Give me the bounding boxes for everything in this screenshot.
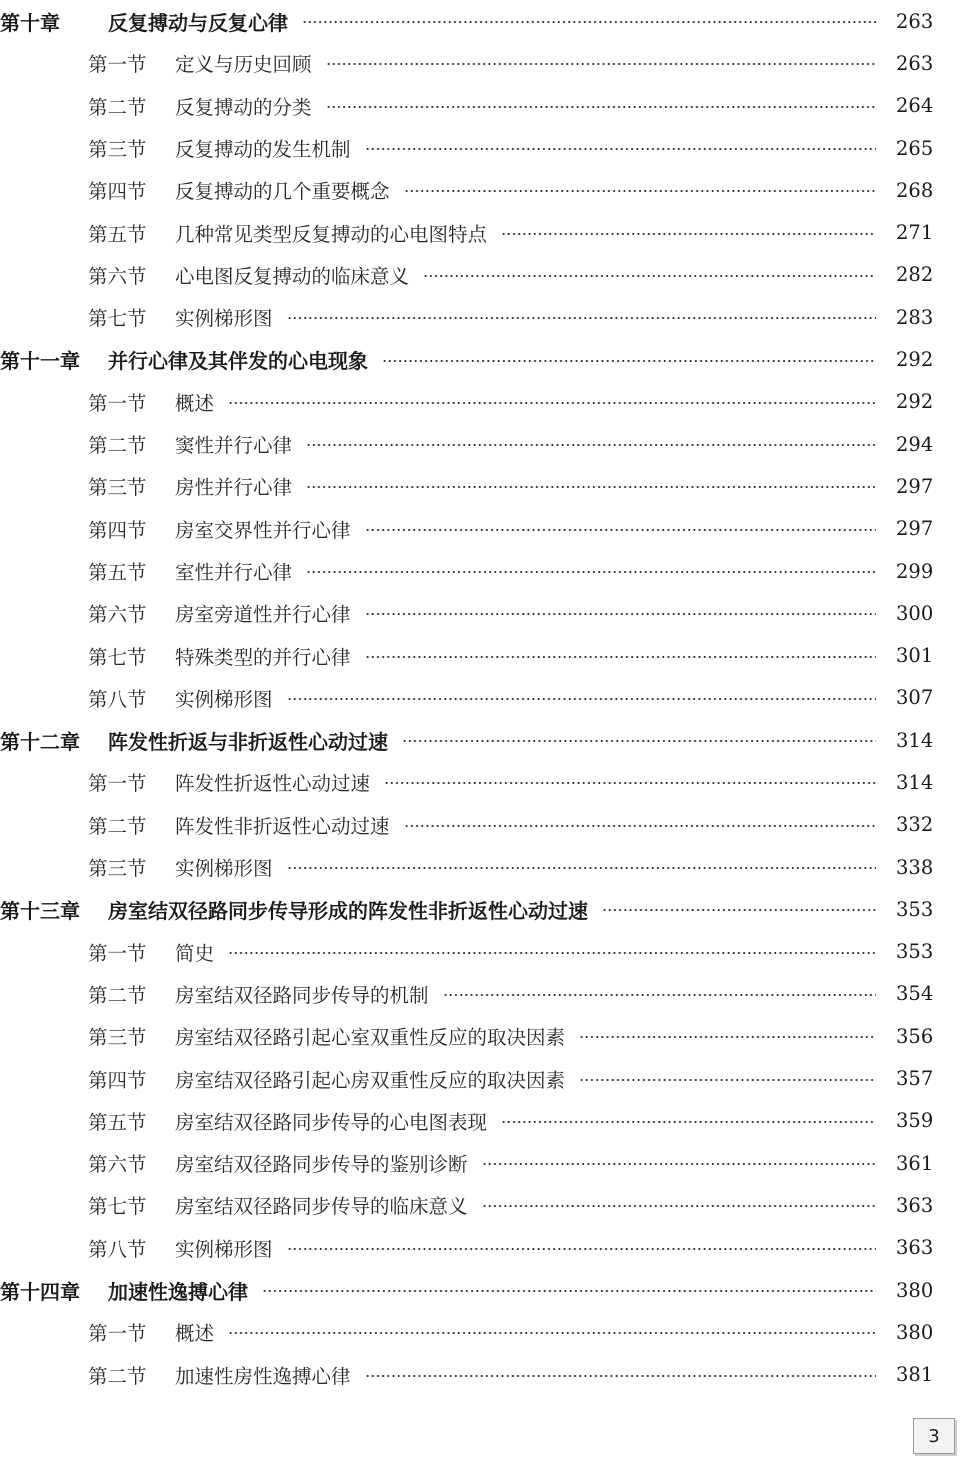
page-ref: 264: [896, 94, 934, 118]
dot-leader: [482, 1163, 876, 1165]
page-ref: 301: [896, 644, 934, 668]
section-title: 房室结双径路同步传导的机制: [175, 983, 429, 1007]
toc-chapter-row[interactable]: [0, 888, 960, 930]
toc-section-row[interactable]: [0, 381, 960, 423]
page-ref: 268: [896, 178, 934, 202]
section-number: 第六节: [88, 603, 147, 627]
section-number: 第七节: [88, 307, 147, 331]
page-ref: 297: [896, 517, 934, 541]
toc-section-row[interactable]: [0, 169, 960, 211]
section-title: 房室旁道性并行心律: [175, 603, 351, 627]
toc-section-row[interactable]: [0, 465, 960, 507]
page-ref: 361: [896, 1151, 934, 1175]
toc-section-row[interactable]: [0, 1311, 960, 1353]
chapter-number: 第十章: [0, 10, 60, 35]
section-number: 第二节: [88, 814, 147, 838]
section-title: 加速性房性逸搏心律: [175, 1364, 351, 1388]
section-number: 第三节: [88, 1026, 147, 1050]
section-number: 第六节: [88, 1153, 147, 1177]
page-ref: 299: [896, 559, 934, 583]
dot-leader: [404, 825, 876, 827]
toc-section-row[interactable]: [0, 761, 960, 803]
section-number: 第三节: [88, 476, 147, 500]
dot-leader: [443, 994, 876, 996]
page-ref: 283: [896, 305, 934, 329]
dot-leader: [602, 909, 876, 911]
chapter-title: 房室结双径路同步传导形成的阵发性非折返性心动过速: [108, 898, 588, 923]
section-title: 房室结双径路引起心房双重性反应的取决因素: [175, 1068, 566, 1092]
page-ref: 265: [896, 136, 934, 160]
toc-chapter-row[interactable]: [0, 0, 960, 42]
dot-leader: [287, 1248, 876, 1250]
toc-section-row[interactable]: [0, 1184, 960, 1226]
section-number: 第一节: [88, 391, 147, 415]
section-title: 阵发性折返性心动过速: [175, 772, 371, 796]
dot-leader: [501, 233, 876, 235]
chapter-title: 反复搏动与反复心律: [108, 10, 288, 35]
page-ref: 307: [896, 686, 934, 710]
dot-leader: [326, 63, 876, 65]
dot-leader: [287, 698, 876, 700]
chapter-number: 第十二章: [0, 729, 80, 754]
page-ref: 356: [896, 1024, 934, 1048]
section-title: 窦性并行心律: [175, 434, 293, 458]
dot-leader: [287, 867, 876, 869]
section-title: 房室交界性并行心律: [175, 518, 351, 542]
dot-leader: [228, 1332, 876, 1334]
section-title: 房室结双径路同步传导的心电图表现: [175, 1110, 488, 1134]
chapter-title: 加速性逸搏心律: [108, 1279, 248, 1304]
section-number: 第一节: [88, 53, 147, 77]
dot-leader: [423, 275, 876, 277]
section-number: 第二节: [88, 1364, 147, 1388]
page-ref: 363: [896, 1193, 934, 1217]
page-ref: 314: [896, 728, 934, 752]
section-number: 第一节: [88, 941, 147, 965]
section-title: 概述: [175, 391, 215, 415]
dot-leader: [287, 317, 876, 319]
section-title: 几种常见类型反复搏动的心电图特点: [175, 222, 488, 246]
toc-section-row[interactable]: [0, 296, 960, 338]
section-title: 实例梯形图: [175, 307, 273, 331]
page-ref: 263: [896, 9, 934, 33]
toc-section-row[interactable]: [0, 127, 960, 169]
page-ref: 359: [896, 1109, 934, 1133]
page-ref: 271: [896, 221, 934, 245]
dot-leader: [306, 486, 876, 488]
toc-section-row[interactable]: [0, 85, 960, 127]
page-ref: 300: [896, 601, 934, 625]
section-title: 概述: [175, 1322, 215, 1346]
section-title: 阵发性非折返性心动过速: [175, 814, 390, 838]
section-title: 室性并行心律: [175, 561, 293, 584]
dot-leader: [302, 21, 876, 23]
dot-leader: [482, 1205, 876, 1207]
page-ref: 354: [896, 982, 934, 1006]
section-number: 第四节: [88, 1068, 147, 1092]
section-number: 第六节: [88, 264, 147, 288]
chapter-number: 第十三章: [0, 898, 80, 923]
dot-leader: [306, 444, 876, 446]
section-title: 特殊类型的并行心律: [175, 645, 351, 669]
section-number: 第三节: [88, 138, 147, 162]
toc-section-row[interactable]: [0, 42, 960, 84]
page-ref: 353: [896, 897, 934, 921]
page-ref: 292: [896, 390, 934, 414]
dot-leader: [262, 1290, 876, 1292]
dot-leader: [326, 106, 876, 108]
toc-section-row[interactable]: [0, 592, 960, 634]
page-ref: 314: [896, 770, 934, 794]
dot-leader: [365, 613, 876, 615]
section-number: 第二节: [88, 95, 147, 119]
page-ref: 380: [896, 1278, 934, 1302]
page-ref: 297: [896, 474, 934, 498]
toc-section-row[interactable]: [0, 1057, 960, 1099]
toc-section-row[interactable]: [0, 550, 960, 592]
dot-leader: [501, 1121, 876, 1123]
chapter-number: 第十一章: [0, 349, 80, 374]
section-title: 实例梯形图: [175, 687, 273, 711]
section-number: 第四节: [88, 180, 147, 204]
page-ref: 263: [896, 51, 934, 75]
chapter-number: 第十四章: [0, 1279, 80, 1304]
section-title: 房室结双径路引起心室双重性反应的取决因素: [175, 1026, 566, 1050]
chapter-title: 阵发性折返与非折返性心动过速: [108, 729, 388, 754]
section-number: 第八节: [88, 1237, 147, 1261]
toc-section-row[interactable]: [0, 1015, 960, 1057]
dot-leader: [365, 529, 876, 531]
dot-leader: [365, 656, 876, 658]
dot-leader: [306, 571, 876, 573]
toc-section-row[interactable]: [0, 846, 960, 888]
page-ref: 363: [896, 1236, 934, 1260]
toc-section-row[interactable]: [0, 1100, 960, 1142]
toc-section-row[interactable]: [0, 423, 960, 465]
toc-section-row[interactable]: [0, 973, 960, 1015]
section-title: 心电图反复搏动的临床意义: [175, 264, 410, 288]
dot-leader: [228, 402, 876, 404]
section-title: 定义与历史回顾: [175, 53, 312, 77]
section-title: 反复搏动的发生机制: [175, 138, 351, 162]
toc-section-row[interactable]: [0, 1142, 960, 1184]
toc-section-row[interactable]: [0, 634, 960, 676]
dot-leader: [382, 360, 876, 362]
section-title: 实例梯形图: [175, 1237, 273, 1261]
section-title: 实例梯形图: [175, 857, 273, 881]
toc-section-row[interactable]: [0, 677, 960, 719]
toc-chapter-row[interactable]: [0, 719, 960, 761]
page-ref: 282: [896, 263, 934, 287]
dot-leader: [404, 190, 876, 192]
section-number: 第一节: [88, 772, 147, 796]
dot-leader: [579, 1036, 876, 1038]
section-title: 房性并行心律: [175, 476, 293, 500]
dot-leader: [365, 148, 876, 150]
page-ref: 338: [896, 855, 934, 879]
toc-section-row[interactable]: [0, 931, 960, 973]
page-ref: 380: [896, 1320, 934, 1344]
dot-leader: [365, 1375, 876, 1377]
section-number: 第八节: [88, 687, 147, 711]
toc-section-row[interactable]: [0, 254, 960, 296]
page-ref: 292: [896, 348, 934, 372]
section-title: 反复搏动的分类: [175, 95, 312, 119]
chapter-title: 并行心律及其伴发的心电现象: [108, 349, 368, 374]
page-ref: 294: [896, 432, 934, 456]
section-title: 房室结双径路同步传导的临床意义: [175, 1195, 468, 1219]
page-number-badge: [913, 1418, 955, 1454]
toc-section-row[interactable]: [0, 211, 960, 253]
section-number: 第五节: [88, 1110, 147, 1134]
section-number: 第七节: [88, 645, 147, 669]
dot-leader: [579, 1079, 876, 1081]
dot-leader: [228, 952, 876, 954]
section-number: 第四节: [88, 518, 147, 542]
section-number: 第七节: [88, 1195, 147, 1219]
dot-leader: [402, 740, 876, 742]
section-number: 第五节: [88, 561, 147, 584]
page-ref: 353: [896, 940, 934, 964]
toc-chapter-row[interactable]: [0, 1269, 960, 1311]
section-number: 第三节: [88, 857, 147, 881]
toc-section-row[interactable]: [0, 1227, 960, 1269]
toc-chapter-row[interactable]: [0, 338, 960, 380]
dot-leader: [384, 782, 876, 784]
section-title: 反复搏动的几个重要概念: [175, 180, 390, 204]
toc-section-row[interactable]: [0, 1354, 960, 1396]
toc-section-row[interactable]: [0, 508, 960, 550]
section-title: 房室结双径路同步传导的鉴别诊断: [175, 1153, 468, 1177]
page-ref: 381: [896, 1363, 934, 1387]
section-title: 简史: [175, 941, 215, 965]
section-number: 第一节: [88, 1322, 147, 1346]
page-ref: 357: [896, 1067, 934, 1091]
section-number: 第二节: [88, 983, 147, 1007]
toc-section-row[interactable]: [0, 804, 960, 846]
section-number: 第二节: [88, 434, 147, 458]
section-number: 第五节: [88, 222, 147, 246]
page-number: 3: [928, 1425, 940, 1447]
page-ref: 332: [896, 813, 934, 837]
